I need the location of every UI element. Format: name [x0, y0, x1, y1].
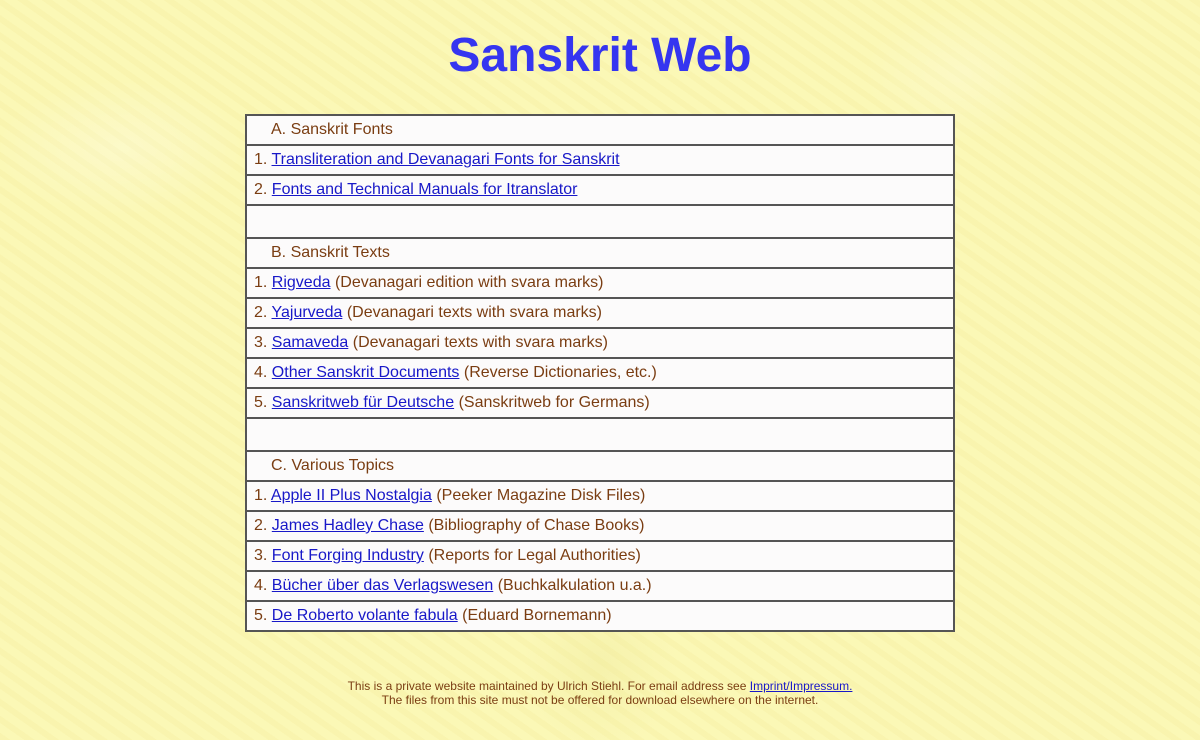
- page-title: Sanskrit Web: [448, 29, 752, 82]
- list-item: [246, 328, 954, 358]
- link-font-forging-industry[interactable]: Font Forging Industry: [271, 547, 424, 564]
- footer: [0, 679, 1200, 707]
- list-item-cell: [246, 541, 954, 571]
- section-heading-fonts: A. Sanskrit Fonts: [246, 115, 954, 145]
- list-item: [246, 358, 954, 388]
- item-number: 2.: [254, 517, 268, 534]
- list-item-cell: [246, 328, 954, 358]
- list-item: [246, 388, 954, 418]
- section-header-row: [246, 451, 954, 481]
- link-samaveda[interactable]: Samaveda: [271, 334, 349, 351]
- imprint-link[interactable]: Imprint/Impressum.: [749, 679, 853, 693]
- item-description: (Bibliography of Chase Books): [428, 517, 645, 534]
- list-item-cell: [246, 175, 954, 205]
- list-item-cell: [246, 298, 954, 328]
- item-description: (Devanagari texts with svara marks): [346, 304, 602, 321]
- item-number: 1.: [254, 151, 268, 168]
- section-header-row: [246, 115, 954, 145]
- link-other-sanskrit-documents[interactable]: Other Sanskrit Documents: [271, 364, 460, 381]
- menu-table: [245, 114, 955, 632]
- link-transliteration-fonts[interactable]: Transliteration and Devanagari Fonts for Sanskrit: [271, 151, 620, 168]
- item-number: 4.: [254, 577, 268, 594]
- list-item: [246, 571, 954, 601]
- link-de-roberto-volante-fabula[interactable]: De Roberto volante fabula: [271, 607, 458, 624]
- section-header-row: [246, 238, 954, 268]
- list-item: [246, 511, 954, 541]
- list-item-cell: [246, 601, 954, 631]
- item-description: (Reverse Dictionaries, etc.): [463, 364, 657, 381]
- section-heading-topics: C. Various Topics: [246, 451, 954, 481]
- item-description: (Reports for Legal Authorities): [428, 547, 641, 564]
- item-number: 2.: [254, 304, 268, 321]
- item-number: 5.: [254, 607, 268, 624]
- item-description: (Devanagari edition with svara marks): [334, 274, 604, 291]
- item-number: 5.: [254, 394, 268, 411]
- link-apple-ii-nostalgia[interactable]: Apple II Plus Nostalgia: [270, 487, 432, 504]
- item-number: 1.: [254, 274, 268, 291]
- spacer-cell: [246, 205, 954, 238]
- section-heading-texts: B. Sanskrit Texts: [246, 238, 954, 268]
- item-description: (Buchkalkulation u.a.): [497, 577, 652, 594]
- spacer-cell: [246, 418, 954, 451]
- footer-line-2: The files from this site must not be offered for download elsewhere on the internet.: [381, 693, 819, 707]
- item-number: 2.: [254, 181, 268, 198]
- list-item-cell: [246, 511, 954, 541]
- footer-maintainer-text: This is a private website maintained by Ulrich Stiehl. For email address see: [347, 679, 747, 693]
- link-yajurveda[interactable]: Yajurveda: [271, 304, 343, 321]
- item-description: (Eduard Bornemann): [462, 607, 612, 624]
- item-description: (Peeker Magazine Disk Files): [436, 487, 646, 504]
- item-description: (Sanskritweb for Germans): [458, 394, 650, 411]
- list-item: [246, 268, 954, 298]
- spacer-row: [246, 205, 954, 238]
- item-number: 1.: [254, 487, 268, 504]
- list-item: [246, 481, 954, 511]
- list-item-cell: [246, 145, 954, 175]
- list-item: [246, 298, 954, 328]
- item-number: 3.: [254, 547, 268, 564]
- list-item-cell: [246, 571, 954, 601]
- link-james-hadley-chase[interactable]: James Hadley Chase: [271, 517, 424, 534]
- list-item-cell: [246, 268, 954, 298]
- item-number: 3.: [254, 334, 268, 351]
- list-item-cell: [246, 358, 954, 388]
- list-item: [246, 175, 954, 205]
- link-rigveda[interactable]: Rigveda: [271, 274, 331, 291]
- footer-line-1: [0, 679, 1200, 693]
- link-itranslator-fonts[interactable]: Fonts and Technical Manuals for Itranslator: [271, 181, 578, 198]
- list-item: [246, 541, 954, 571]
- item-description: (Devanagari texts with svara marks): [352, 334, 608, 351]
- list-item-cell: [246, 388, 954, 418]
- link-sanskritweb-deutsche[interactable]: Sanskritweb für Deutsche: [271, 394, 455, 411]
- list-item: [246, 601, 954, 631]
- link-buecher-verlagswesen[interactable]: Bücher über das Verlagswesen: [271, 577, 494, 594]
- spacer-row: [246, 418, 954, 451]
- item-number: 4.: [254, 364, 268, 381]
- list-item: [246, 145, 954, 175]
- list-item-cell: [246, 481, 954, 511]
